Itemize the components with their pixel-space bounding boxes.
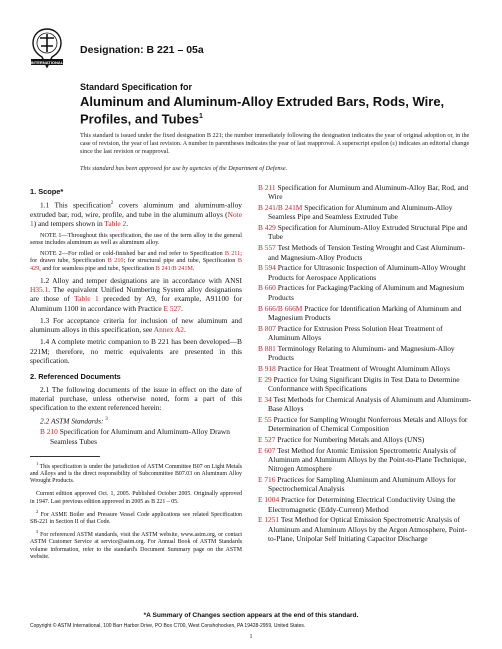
reference-item [258,344,474,363]
right-column [258,183,474,545]
title-line2: Profiles, and Tubes [80,111,199,127]
link-e527[interactable]: E 527 [163,303,181,313]
reference-title: Test Method for Atomic Emission Spectrometric Analysis of Aluminum and Aluminum Alloys by the Point-to-Plane Technique, Nitrogen Atmosphere [268,445,467,474]
footnote [30,487,242,505]
astm-logo [30,28,64,68]
reference-code-link[interactable]: B 918 [258,363,276,373]
footnote-mark: 3 [36,529,39,535]
reference-code-link[interactable]: E 607 [258,445,276,455]
reference-title: Test Methods for Chemical Analysis of Aluminum and Aluminum-Base Alloys [268,394,472,414]
reference-code-link[interactable]: E 55 [258,414,272,424]
reference-item [258,223,474,242]
link-note-1[interactable]: Note 1 [30,210,242,229]
footnote-mark: 1 [36,460,39,466]
link-ref-b210[interactable]: B 210 [40,427,58,437]
reference-title: Practice for Heat Treatment of Wrought Aluminum Alloys [275,363,450,373]
reference-code-link[interactable]: B 881 [258,343,276,353]
scope-1-4: 1.4 A complete metric companion to B 221 has been developed—B 221M; therefore, no metric equivalents are presented in this specification. [30,337,242,365]
reference-code-link[interactable]: E 1004 [258,495,280,505]
reference-item [258,324,474,343]
note-1: NOTE 1—Throughout this specification, the use of the term alloy in the general sense includes aluminum as well as aluminum alloy. [30,231,242,247]
footnote-text: Current edition approved Oct. 1, 2005. Published October 2005. Originally approved in 1947. Last previous edition approved in 2005 as B 221 – 05. [30,491,242,505]
reference-title: Terminology Relating to Aluminum- and Magnesium-Alloy Products [268,343,455,363]
reference-title: Test Methods of Tension Testing Wrought and Cast Aluminum- and Magnesium-Alloy Products [268,243,466,262]
reference-item [258,475,474,494]
footnote-text: This specification is under the jurisdiction of ASTM Committee B07 on Light Metals and Alloys and is the direct responsibility of Subcommittee B07.03 on Aluminum Alloy Wrought Products. [30,463,242,485]
reference-list [258,183,474,543]
link-h35-1[interactable]: H35.1 [30,284,49,294]
dod-approval-note: This standard has been approved for use by agencies of the Department of Defense. [80,165,288,172]
link-b241[interactable]: B 241/B 241M [155,265,193,273]
reference-code-link[interactable]: B 557 [258,243,276,253]
scope-1-3: 1.3 For acceptance criteria for inclusion of new aluminum and aluminum alloys in this specification, see Annex A2. [30,315,242,335]
reference-item [258,495,474,514]
reference-code-link[interactable]: B 660 [258,283,276,293]
title-line1: Aluminum and Aluminum-Alloy Extruded Bars, Rods, Wire, [80,94,445,109]
reference-code-link[interactable]: E 29 [258,374,272,384]
reference-title: Practice for Extrusion Press Solution Heat Treatment of Aluminum Alloys [268,323,443,342]
logo-text: INTERNATIONAL [30,59,64,65]
reference-code-link[interactable]: B 666/B 666M [258,303,303,313]
reference-code-link[interactable]: B 241/B 241M [258,203,303,213]
reference-title: Specification for Aluminum-Alloy Extruded Structural Pipe and Tube [268,223,468,242]
reference-item [258,375,474,394]
summary-of-changes-note: *A Summary of Changes section appears at the end of this standard. [143,612,359,619]
link-annex-a2[interactable]: Annex A2 [153,325,184,335]
reference-code-link[interactable]: B 429 [258,223,276,233]
designation: Designation: B 221 – 05a [80,44,204,56]
reference-title: Practice for Identification Marking of Aluminum and Magnesium Products [268,303,462,322]
footnote-mark: 2 [36,508,39,514]
title-footnote-mark: 1 [198,113,203,120]
reference-code-link[interactable]: E 716 [258,475,276,485]
note-2: NOTE 2—For rolled or cold-finished bar and rod refer to Specification B 211; for drawn tube, Specification B 210; for structural pipe and tube, Specification B 429, and for seamless pipe and tube, Specification B 241/B 241M. [30,249,243,273]
reference-title: Specification for Aluminum and Aluminum-Alloy Bar, Rod, and Wire [268,183,469,202]
link-b211[interactable]: B 211 [224,249,241,257]
astm-standards-label: 2.2 ASTM Standards: $^3$ [40,416,108,426]
copyright: Copyright © ASTM International, 100 Barr Harbor Drive, PO Box C700, West Conshohocken, PA 19428-2959, United States. [30,623,306,629]
reference-item [258,263,474,282]
footnotes [30,460,242,561]
reference-code-link[interactable]: B 807 [258,323,276,333]
link-table-1[interactable]: Table 1 [74,294,99,304]
footnote [30,528,242,561]
reference-title: Practice for Sampling Wrought Nonferrous Metals and Alloys for Determination of Chemical Composition [268,414,468,434]
reference-item [258,364,474,373]
left-column [30,183,242,563]
title-block [80,82,480,126]
referenced-2-1: 2.1 The following documents of the issue in effect on the date of material purchase, unless otherwise noted, form a part of this specification to the extent referenced herein: [30,384,242,413]
document-title [80,94,480,126]
section-referenced-heading: 2. Referenced Documents [30,372,121,382]
scope-1-1: 1.1 This specification$^2$ covers aluminum and aluminum-alloy extruded bar, rod, wire, profile, and tube in the aluminum alloys (Note 1) and tempers shown in Table 2. [30,200,243,229]
reference-item [258,435,474,444]
reference-item [258,415,474,434]
reference-item [258,515,474,543]
reference-title: Practices for Packaging/Packing of Aluminum and Magnesium Products [268,283,465,302]
reference-item [258,446,474,474]
reference-code-link[interactable]: E 527 [258,434,276,444]
reference-code-link[interactable]: E 34 [258,394,272,404]
page-number: 1 [249,634,253,640]
reference-code-link[interactable]: B 594 [258,263,276,273]
scope-1-2: 1.2 Alloy and temper designations are in accordance with ANSI H35.1. The equivalent Unified Numbering System alloy designations are those of Table 1 preceded by A9, for example, A91100 for Aluminum 1100 in accordance with Practice E 527. [30,275,242,313]
reference-code-link[interactable]: E 1251 [258,515,280,525]
reference-title: Specification for Aluminum and Aluminum-Alloy Seamless Pipe and Seamless Extruded Tube [268,203,453,222]
footnote-rule [30,456,100,457]
reference-title: Practices for Sampling Aluminum and Aluminum Alloys for Spectrochemical Analysis [268,475,456,494]
link-b429[interactable]: B 429 [30,257,243,273]
footnote-text: For ASME Boiler and Pressure Vessel Code applications see related Specification SB-221 in Section II of that Code. [30,511,242,525]
section-scope-heading: 1. Scope* [30,187,64,196]
reference-b210: B 210 Specification for Aluminum and Aluminum-Alloy Drawn Seamless Tubes [40,427,230,446]
footnote [30,460,242,486]
reference-title: Practice for Determining Electrical Conductivity Using the Electromagnetic (Eddy-Current) Method [268,495,456,514]
footnote [30,508,242,526]
reference-item [258,183,474,202]
link-b210[interactable]: B 210 [107,257,124,265]
reference-item [258,304,474,323]
reference-title: Practice for Numbering Metals and Alloys (UNS) [275,434,425,444]
reference-title: Practice for Using Significant Digits in Test Data to Determine Conformance with Specifications [268,374,460,393]
reference-item [258,203,474,222]
reference-title: Practice for Ultrasonic Inspection of Aluminum-Alloy Wrought Products for Aerospace Applications [268,263,466,282]
footnote-text: For referenced ASTM standards, visit the ASTM website, www.astm.org, or contact ASTM Customer Service at service@astm.org. For Annual Book of ASTM Standards volume information, refer to the standard's Document Summary page on the ASTM website. [30,532,242,560]
reference-item [258,283,474,302]
title-prefix: Standard Specification for [80,82,193,92]
reference-item [258,243,474,262]
issuance-note: This standard is issued under the fixed designation B 221; the number immediately following the designation indicates the year of original adoption or, in the case of revision, the year of last revision. A number in parentheses indicates the year of last reapproval. A superscript epsilon (ε) indicates an editorial change since the last revision or reapproval. [80,132,470,155]
reference-item [258,395,474,414]
link-table-2[interactable]: Table 2 [104,219,127,229]
reference-title: Test Method for Optical Emission Spectrometric Analysis of Aluminum and Aluminum Alloys by the Argon Atmosphere, Point-to-Plane, Unipolar Self Initiating Capacitor Discharge [268,515,467,543]
reference-code-link[interactable]: B 211 [258,183,276,192]
